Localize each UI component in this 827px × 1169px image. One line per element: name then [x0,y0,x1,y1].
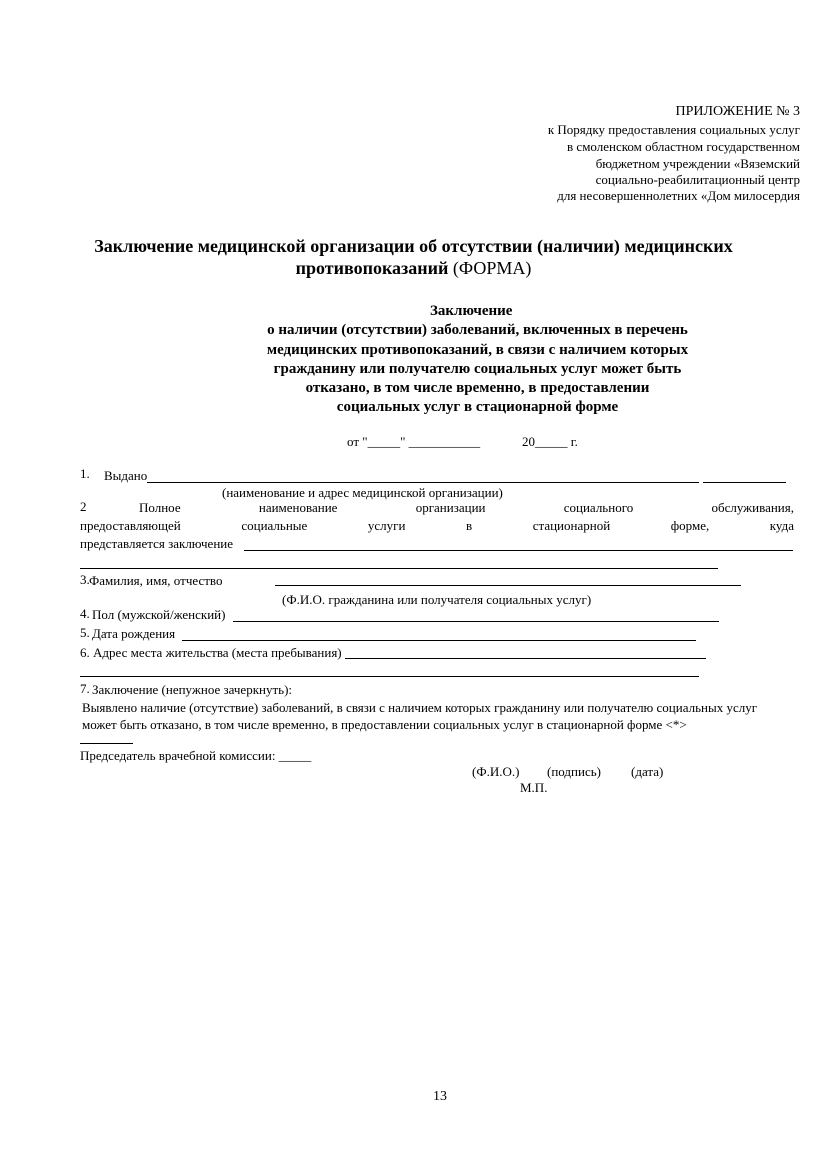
date-month-blank: ___________ [408,434,481,449]
field-7-number: 7. [80,681,90,696]
appendix-line: для несовершеннолетних «Дом милосердия [557,188,800,203]
date-year-prefix: 20 [522,434,535,449]
field-7-label: Заключение (непужное зачеркнуть): [92,682,293,697]
field-3-label: Фамилия, имя, отчество [89,573,223,588]
field-2-word: обслуживания, [711,500,794,515]
field-2-input-line[interactable] [244,550,793,551]
page-number: 13 [433,1089,447,1104]
field-6-input-line-2[interactable] [80,676,699,677]
signature-sign-caption: (подпись) [547,764,601,779]
field-6-input-line[interactable] [345,658,706,659]
appendix-line: в смоленском областном государственном [567,139,800,154]
field-2-label: представляется заключение [80,536,234,551]
field-6-label: Адрес места жительства (места пребывания) [93,645,342,660]
field-2-input-line-2[interactable] [80,568,718,569]
field-2-word: социальные [241,518,308,533]
appendix-line: к Порядку предоставления социальных услуг [547,122,800,137]
title-bold-part: противопоказаний [295,258,449,278]
field-2-word: стационарной [532,518,611,533]
subtitle-line: Заключение [430,303,513,319]
subtitle-line: медицинских противопоказаний, в связи с наличием которых [266,342,689,358]
field-2-word: куда [769,518,794,533]
date-year-blank: _____ [535,434,568,449]
document-title: Заключение медицинской организации об отсутствии (наличии) медицинских [94,236,733,256]
field-2-word: наименование [258,500,338,515]
field-3-number: 3. [80,572,90,587]
appendix-line: социально-реабилитационный центр [595,172,800,187]
subtitle-line: отказано, в том числе временно, в предоставлении [305,380,650,396]
signature-fio-caption: (Ф.И.О.) [472,764,520,779]
date-suffix: г. [567,434,578,449]
field-1-hint: (наименование и адрес медицинской организации) [222,485,503,500]
date-line [347,434,480,450]
subtitle-line: о наличии (отсутствии) заболеваний, включенных в перечень [267,322,688,338]
field-2-word: организации [415,500,486,515]
field-2-word: Полное [139,500,181,515]
footnote-separator [80,743,133,744]
field-4-input-line[interactable] [233,621,719,622]
field-7-text-line-2: может быть отказано, в том числе временно, в предоставлении социальных услуг в стационарной форме <*> [82,717,687,732]
field-3-hint: (Ф.И.О. гражданина или получателя социальных услуг) [282,592,592,607]
field-7-text-line-1: Выявлено наличие (отсутствие) заболеваний, в связи с наличием которых гражданину или получателю социальных услуг [82,700,758,715]
date-prefix: от " [347,434,368,449]
chairman-blank[interactable]: _____ [278,748,312,763]
stamp-mark: М.П. [520,780,548,795]
field-5-number: 5. [80,625,90,640]
field-2-row-1 [139,500,794,516]
appendix-line: бюджетном учреждении «Вяземский [595,156,800,171]
field-2-word: услуги [367,518,406,533]
date-mid: " [400,434,409,449]
field-3-input-line[interactable] [275,585,741,586]
field-2-word: предоставляющей [80,518,181,533]
field-1-number: 1. [80,466,90,481]
field-5-label: Дата рождения [92,626,176,641]
appendix-line: ПРИЛОЖЕНИЕ № 3 [675,104,800,119]
subtitle-line: социальных услуг в стационарной форме [336,399,619,415]
subtitle-line: гражданину или получателю социальных услуг может быть [273,361,682,377]
field-6-number: 6. [80,645,90,660]
field-2-word: в [466,518,473,533]
chairman-label: Председатель врачебной комиссии: [80,748,276,763]
field-2-number: 2 [80,499,87,514]
signature-date-caption: (дата) [631,764,664,779]
field-1-input-line[interactable] [147,482,699,483]
document-title-line2 [0,257,827,279]
field-2-word: социального [563,500,634,515]
field-1-input-line-extra[interactable] [703,482,786,483]
field-5-input-line[interactable] [182,640,696,641]
date-year [522,434,578,450]
field-4-number: 4. [80,606,90,621]
date-day-blank: _____ [367,434,401,449]
signature-row [80,748,311,764]
field-2-word: форме, [670,518,710,533]
field-2-row-2 [80,518,794,534]
field-4-label: Пол (мужской/женский) [92,607,226,622]
field-1-label: Выдано [104,468,148,483]
title-form-part: (ФОРМА) [448,258,532,278]
